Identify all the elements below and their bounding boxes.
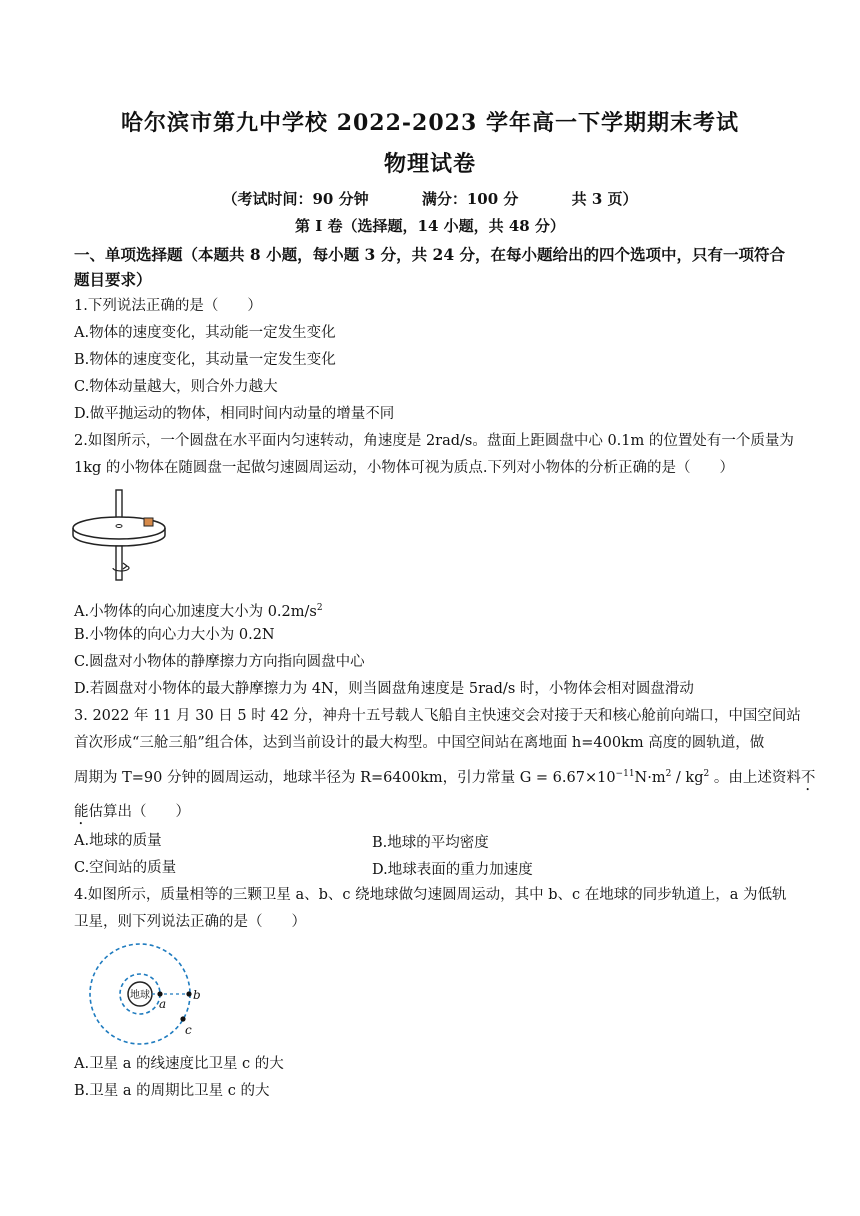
q4-line2: 卫星，则下列说法正确的是（ ） [74, 914, 306, 930]
q4-line1: 4.如图所示，质量相等的三颗卫星 a、b、c 绕地球做匀速圆周运动，其中 b、c 在地球的同步轨道上，a 为低轨 [74, 887, 787, 903]
exam-subtitle: 物理试卷 [383, 151, 476, 177]
q1-option-a: A.物体的速度变化，其动能一定发生变化 [74, 325, 336, 341]
q2-option-d: D.若圆盘对小物体的最大静摩擦力为 4N，则当圆盘角速度是 5rad/s 时，小物体会相对圆盘滑动 [74, 681, 694, 697]
q2-stem-line2: 1kg 的小物体在随圆盘一起做匀速圆周运动，小物体可视为质点.下列对小物体的分析正确的是（ ） [74, 460, 735, 476]
volume-heading: 第 I 卷（选择题，14 小题，共 48 分） [295, 217, 565, 235]
q3-option-b: B.地球的平均密度 [372, 835, 489, 851]
exam-time: （考试时间：90 分钟 [222, 190, 369, 208]
q3-line1: 3. 2022 年 11 月 30 日 5 时 42 分，神舟十五号载人飞船自主快速交会对接于天和核心舱前向端口，中国空间站 [74, 708, 801, 724]
axle-lower [116, 546, 122, 580]
q2-option-c: C.圆盘对小物体的静摩擦力方向指向圆盘中心 [74, 654, 365, 670]
q1-option-d: D.做平抛运动的物体，相同时间内动量的增量不同 [74, 406, 395, 422]
satellite-orbit-figure [88, 942, 218, 1046]
q1-option-b: B.物体的速度变化，其动量一定发生变化 [74, 352, 336, 368]
axle-hole [116, 525, 122, 528]
full-score: 满分：100 分 [421, 190, 519, 208]
page-count: 共 3 页） [571, 190, 638, 208]
satellite-c [180, 1016, 185, 1021]
rotating-disk-figure [72, 488, 182, 586]
q4-option-b: B.卫星 a 的周期比卫星 c 的大 [74, 1083, 270, 1099]
q3-option-c: C.空间站的质量 [74, 860, 177, 876]
q4-option-a: A.卫星 a 的线速度比卫星 c 的大 [74, 1056, 284, 1072]
q2-option-a: A.小物体的向心加速度大小为 $0.2m/s^2$ [74, 603, 323, 620]
satellite-a [157, 991, 162, 996]
satellite-b [186, 991, 191, 996]
exam-title: 哈尔滨市第九中学校 2022-2023 学年高一下学期期末考试 [121, 110, 739, 136]
label-b: b [193, 988, 201, 1002]
q3-option-a: A.地球的质量 [74, 833, 162, 849]
q2-option-b: B.小物体的向心力大小为 0.2N [74, 627, 275, 643]
label-a: a [159, 997, 167, 1011]
q3-line3: 周期为 T=90 分钟的圆周运动，地球半径为 R=6400km，引力常量 $G = 6.67\times 10^{-11}N\cdot m^2 / kg^2$ 。由上述资料不 [74, 769, 816, 786]
q2-stem-line1: 2.如图所示，一个圆盘在水平面内匀速转动，角速度是 2rad/s。盘面上距圆盘中心 0.1m 的位置处有一个质量为 [74, 433, 794, 449]
small-object [144, 518, 153, 526]
q1-stem: 1.下列说法正确的是（ ） [74, 298, 262, 314]
earth-label: 地球 [130, 990, 150, 1001]
exam-info [0, 188, 860, 209]
q3-line4: 能估算出（ ） [74, 804, 190, 820]
label-c: c [185, 1023, 192, 1037]
rotation-arrowhead-icon [123, 563, 127, 569]
q1-option-c: C.物体动量越大，则合外力越大 [74, 379, 278, 395]
q3-line2: 首次形成“三舱三船”组合体，达到当前设计的最大构型。中国空间站在离地面 h=400km 高度的圆轨道，做 [74, 735, 765, 751]
q3-option-d: D.地球表面的重力加速度 [372, 862, 533, 878]
section-heading: 一、单项选择题（本题共 8 小题，每小题 3 分，共 24 分，在每小题给出的四个选项中，只有一项符合题目要求） [74, 245, 786, 289]
